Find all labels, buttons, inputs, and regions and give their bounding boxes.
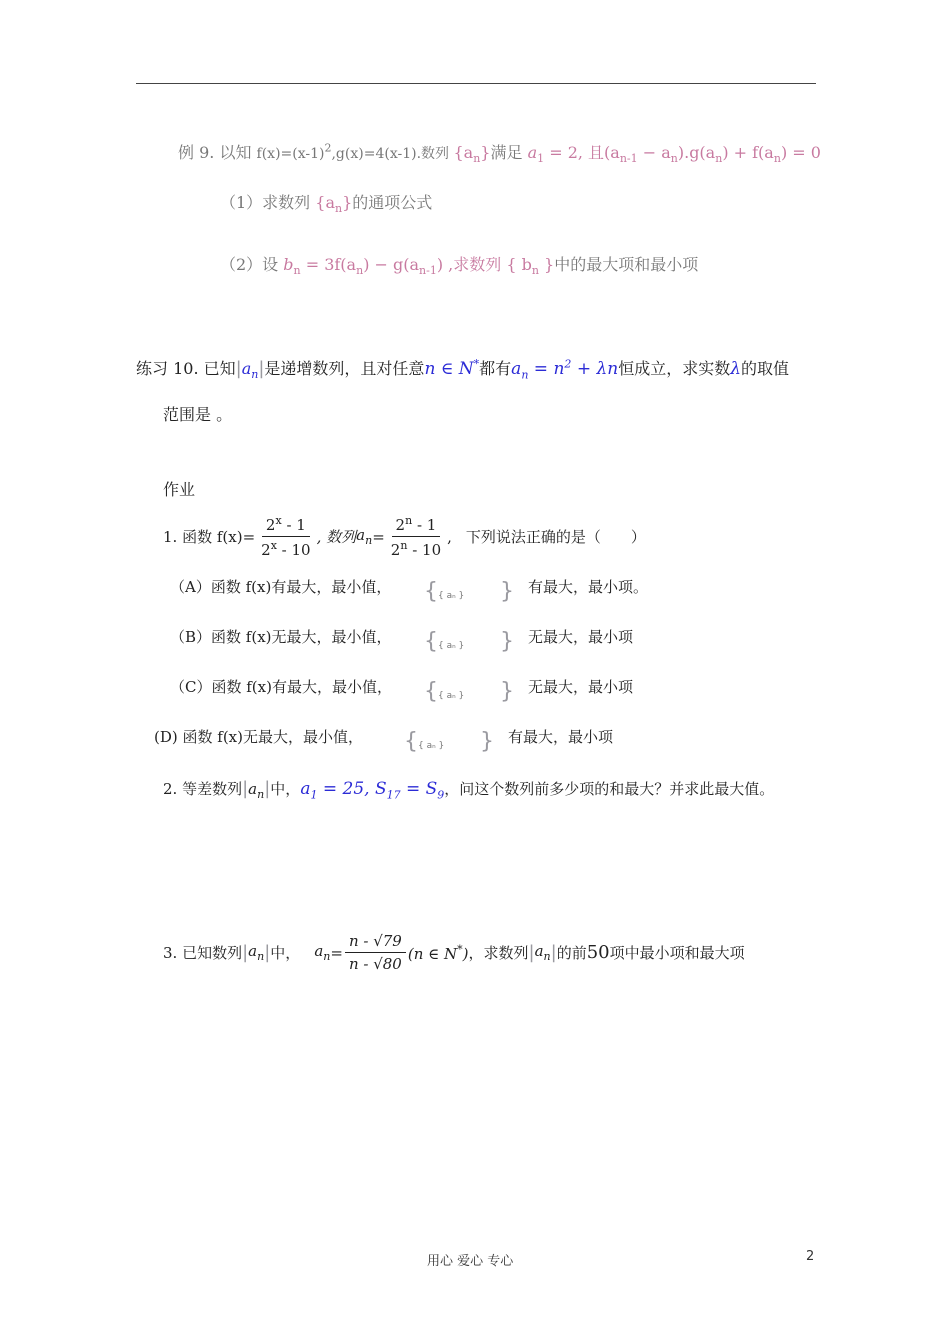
- term-count: 50: [586, 942, 610, 963]
- function-fraction: $\frac{2^x - 1}{2^x - 10}$: [261, 514, 311, 559]
- general-term: $a_n$: [314, 942, 331, 963]
- option-c-sequence: {{ aₙ } }: [424, 679, 514, 704]
- example-9-question-1: （1）求数列 $\{a_n\}$的通项公式: [220, 193, 433, 216]
- option-c-tail: 无最大，最小项: [528, 678, 634, 696]
- sequence-a: $\{a_n\}$: [453, 143, 491, 166]
- homework-title: 作业: [163, 480, 196, 499]
- condition-formula: $a_1 = 25$, $S_{17} = S_9$: [300, 779, 445, 802]
- condition-a1: $a_1 = 2$, 且: [527, 143, 605, 166]
- sequence-a: $\{a_n\}$: [315, 193, 353, 216]
- header-rule: [136, 83, 816, 84]
- condition-n: (n ∈ N*): [407, 942, 469, 963]
- option-a: （A）函数 f(x)有最大，最小值，: [170, 578, 392, 596]
- exercise-10-line-1: 练习 10. 已知$|a_n|$是递增数列，且对任意n ∈ N*都有$a_n = n^2 + \lambda n$恒成立，求实数λ的取值: [136, 357, 790, 382]
- general-term-fraction: $\frac{n - √79}{n - √80}$: [345, 932, 406, 973]
- option-c: （C）函数 f(x)有最大，最小值，: [170, 678, 392, 696]
- option-d-sequence: {{ aₙ } }: [404, 729, 494, 754]
- lambda-symbol: λ: [730, 359, 741, 379]
- option-a-tail: 有最大，最小项。: [528, 578, 649, 596]
- footer-motto: 用心 爱心 专心: [427, 1254, 514, 1269]
- option-b: （B）函数 f(x)无最大，最小值，: [170, 628, 392, 646]
- f-definition: f(x)=(x-1): [256, 146, 325, 162]
- sequence-fraction: $\frac{2^n - 1}{2^n - 10}$: [390, 514, 442, 559]
- option-d-tail: 有最大，最小项: [508, 728, 614, 746]
- condition-n: n ∈ N*: [424, 357, 480, 379]
- exercise-10-line-2: 范围是 。: [163, 405, 233, 424]
- general-term-formula: $a_n = n^2 + \lambda n$: [511, 357, 619, 382]
- sequence-a: $a_n$: [248, 942, 265, 963]
- homework-question-3: 3. 已知数列 | $a_n$ | 中， $a_n$ = $\frac{n - √79}{n - √80}$ (n ∈ N*) ，求数列 | $a_n$ | 的前 50 项中最小项和最大项: [163, 932, 745, 973]
- option-b-sequence: {{ aₙ } }: [424, 629, 514, 654]
- condition-recurrence: $(a_{n-1} - a_n).g(a_n) + f(a_n) = 0$: [604, 143, 821, 166]
- example-9-question-2: （2）设 $b_n = 3f(a_n) - g(a_{n-1})$ ,求数列 { $b_n$ }中的最大项和最小项: [220, 255, 699, 278]
- b-definition: $b_n = 3f(a_n) - g(a_{n-1})$ ,求数列: [283, 255, 507, 278]
- g-definition: ,g(x)=4(x-1).数列: [331, 146, 454, 162]
- homework-question-1: 1. 函数 f(x)= $\frac{2^x - 1}{2^x - 10}$ , 数列 $a_n$ = $\frac{2^n - 1}{2^n - 10}$ , 下列说法正确的是（ ）: [163, 514, 646, 559]
- page-number: 2: [806, 1249, 815, 1264]
- example-9-line: 例 9. 以知 $f(x)=(x-1)^2,g(x)=4(x-1)$.数列 $\{a_n\}$满足 $a_1 = 2$, 且$(a_{n-1} - a_n).g(a_n) + f(a_n) = 0$: [178, 141, 821, 166]
- sequence-a: $a_n$: [241, 359, 259, 382]
- option-b-tail: 无最大，最小项: [528, 628, 634, 646]
- option-a-sequence: {{ aₙ } }: [424, 579, 514, 604]
- sequence-b: { $b_n$ }: [506, 255, 555, 278]
- sequence-a: $a_n$: [248, 780, 265, 801]
- example-9-prefix: 例 9. 以知: [178, 143, 257, 162]
- condition-label: 满足: [490, 143, 528, 162]
- option-d: (D) 函数 f(x)无最大，最小值，: [154, 728, 363, 746]
- homework-question-2: 2. 等差数列$|a_n|$中，$a_1 = 25$, $S_{17} = S_9$，问这个数列前多少项的和最大？并求此最大值。: [163, 778, 775, 802]
- sequence-a: $a_n$: [356, 526, 373, 547]
- sequence-a: $a_n$: [534, 942, 551, 963]
